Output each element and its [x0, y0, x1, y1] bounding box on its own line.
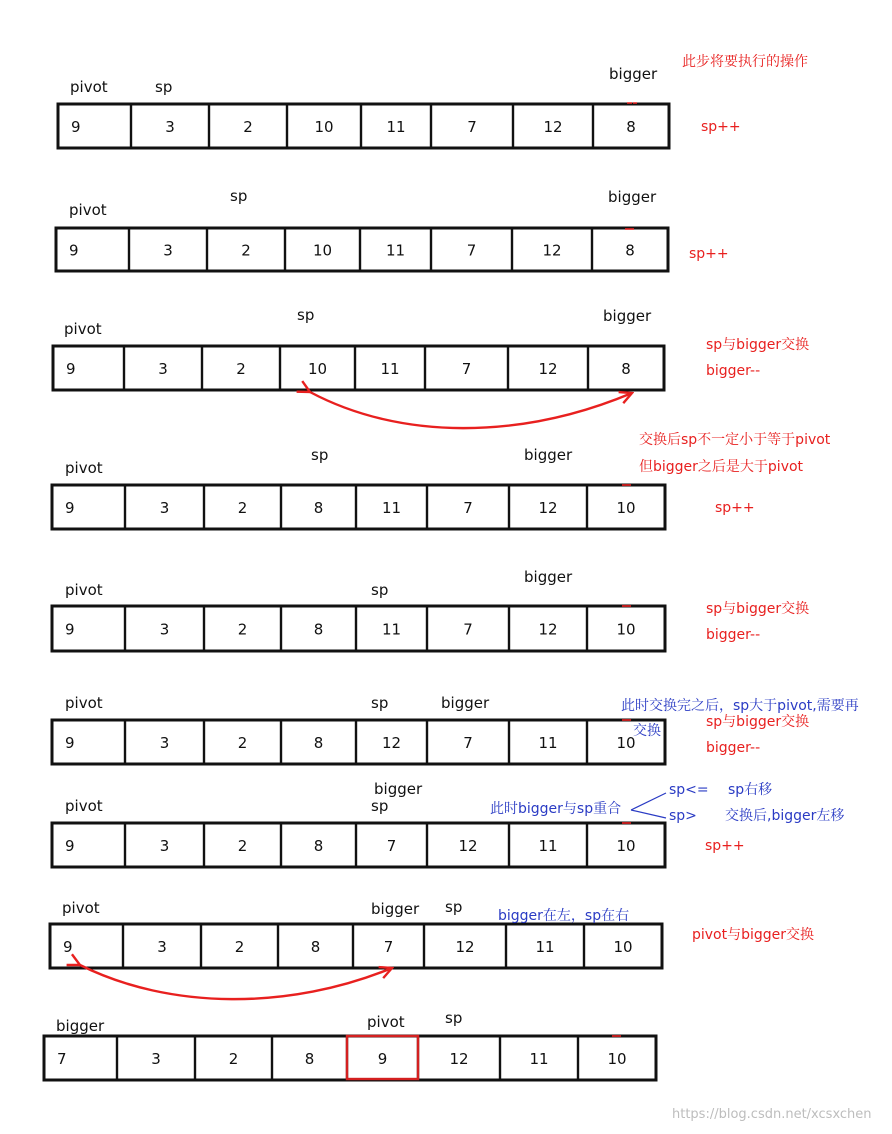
explanation-note: bigger在左，sp在右	[498, 908, 630, 924]
array-row-8	[50, 924, 662, 968]
step-note: 但bigger之后是大于pivot	[639, 459, 804, 475]
explanation-note: 交换	[633, 723, 661, 739]
step-note: sp++	[705, 838, 745, 854]
step-note: bigger--	[706, 740, 761, 756]
array-cell-value: 7	[463, 499, 473, 517]
array-cell-value: 8	[625, 241, 635, 260]
array-cell-value: 11	[538, 837, 558, 855]
array-cell-value: 8	[626, 118, 636, 136]
pointer-label: bigger	[524, 568, 573, 586]
array-outline	[56, 228, 668, 271]
array-cell-value: 11	[380, 360, 400, 378]
array-cell-value: 10	[607, 1050, 627, 1068]
array-cell-value: 7	[466, 241, 477, 260]
swap-arrow	[310, 392, 632, 428]
array-outline	[58, 104, 669, 148]
array-cell-value: 12	[455, 938, 475, 956]
array-cell-value: 12	[538, 360, 558, 378]
array-cell-value: 2	[237, 734, 248, 752]
array-cell-value: 8	[313, 734, 324, 752]
array-outline	[52, 485, 665, 529]
array-cell-value: 2	[237, 499, 248, 517]
array-outline	[52, 606, 665, 651]
pointer-label: pivot	[69, 201, 107, 219]
array-cell-value: 10	[314, 118, 334, 136]
array-row-2	[56, 228, 668, 271]
array-cell-value: 2	[237, 620, 248, 639]
array-cell-value: 12	[543, 118, 563, 136]
array-cell-value: 3	[159, 620, 170, 639]
pointer-label: bigger	[374, 780, 423, 798]
array-cell-value: 12	[538, 620, 558, 639]
array-cell-value: 2	[243, 118, 253, 136]
pointer-label: sp	[371, 694, 389, 712]
array-cell-value: 8	[621, 360, 631, 378]
step-note: sp与bigger交换	[706, 714, 810, 730]
array-cell-value: 12	[449, 1050, 469, 1068]
pointer-label: bigger	[609, 65, 658, 83]
array-cell-value: 10	[616, 734, 636, 752]
array-cell-value: 2	[237, 837, 248, 855]
array-row-7	[52, 823, 665, 867]
pointer-label: sp	[155, 78, 173, 96]
watermark-text: https://blog.csdn.net/xcsxchen	[672, 1107, 872, 1122]
array-outline	[52, 720, 665, 764]
array-cell-value: 9	[377, 1050, 388, 1068]
array-cell-value: 12	[458, 837, 478, 855]
step-note: pivot与bigger交换	[692, 927, 815, 943]
pointer-label: sp	[371, 797, 389, 815]
array-cell-value: 10	[616, 499, 636, 517]
pointer-label: pivot	[64, 320, 102, 338]
branch-line	[631, 793, 666, 810]
swap-arrow	[80, 965, 392, 999]
array-cell-value: 11	[381, 499, 402, 517]
array-cell-value: 8	[313, 837, 324, 855]
array-cell-value: 9	[66, 360, 76, 378]
array-cell-value: 9	[65, 620, 75, 639]
array-cell-value: 10	[613, 938, 633, 956]
pointer-label: pivot	[367, 1013, 405, 1031]
array-row-3	[53, 346, 664, 390]
array-cell-value: 8	[313, 499, 324, 517]
array-cell-value: 12	[538, 499, 558, 517]
pointer-label: sp	[445, 898, 463, 916]
array-outline	[53, 346, 664, 390]
array-cell-value: 8	[304, 1050, 315, 1068]
pointer-label: sp	[445, 1009, 463, 1027]
array-cell-value: 10	[616, 837, 636, 855]
array-cell-value: 11	[529, 1050, 549, 1068]
pointer-label: bigger	[371, 900, 420, 918]
array-cell-value: 7	[57, 1050, 67, 1068]
pointer-label: bigger	[56, 1017, 105, 1035]
pointer-label: pivot	[65, 797, 103, 815]
step-note: bigger--	[706, 363, 761, 379]
array-cell-value: 2	[236, 360, 246, 378]
array-cell-value: 9	[65, 499, 75, 517]
array-outline	[50, 924, 662, 968]
array-cell-value: 11	[535, 938, 555, 956]
pointer-label: bigger	[441, 694, 490, 712]
explanation-note: 交换后,bigger左移	[725, 808, 845, 824]
explanation-note: 此时bigger与sp重合	[490, 801, 622, 817]
array-cell-value: 10	[616, 620, 636, 639]
array-cell-value: 11	[385, 241, 406, 260]
array-cell-value: 12	[381, 734, 402, 752]
array-cell-value: 3	[158, 360, 168, 378]
array-cell-value: 11	[381, 620, 402, 639]
array-cell-value: 9	[63, 938, 73, 956]
pointer-label: bigger	[603, 307, 652, 325]
step-note: sp与bigger交换	[706, 601, 810, 617]
array-cell-value: 2	[234, 938, 245, 956]
pointer-label: pivot	[65, 581, 103, 599]
array-cell-value: 3	[163, 241, 173, 260]
step-note: sp与bigger交换	[706, 337, 810, 353]
header-note: 此步将要执行的操作	[682, 54, 808, 70]
step-note: 交换后sp不一定小于等于pivot	[639, 432, 831, 448]
array-cell-value: 10	[312, 241, 333, 260]
array-cell-value: 7	[463, 734, 473, 752]
array-cell-value: 3	[159, 499, 170, 517]
array-cell-value: 7	[461, 360, 472, 378]
array-cell-value: 9	[69, 241, 79, 260]
pointer-label: sp	[311, 446, 329, 464]
array-cell-value: 3	[165, 118, 175, 136]
array-cell-value: 9	[71, 118, 81, 136]
step-note: sp++	[715, 500, 755, 516]
explanation-note: sp右移	[728, 782, 773, 798]
array-cell-value: 8	[310, 938, 321, 956]
array-cell-value: 11	[538, 734, 558, 752]
array-cell-value: 7	[463, 620, 473, 639]
pointer-label: bigger	[608, 188, 657, 206]
pointer-label: pivot	[62, 899, 100, 917]
pointer-label: pivot	[70, 78, 108, 96]
array-cell-value: 12	[542, 241, 562, 260]
array-cell-value: 8	[313, 620, 324, 639]
pointer-label: sp	[230, 187, 248, 205]
array-cell-value: 3	[159, 837, 170, 855]
array-cell-value: 10	[307, 360, 328, 378]
array-cell-value: 2	[241, 241, 251, 260]
array-cell-value: 7	[386, 837, 397, 855]
explanation-note: sp>	[669, 808, 697, 824]
pointer-label: pivot	[65, 459, 103, 477]
array-cell-value: 3	[157, 938, 167, 956]
array-cell-value: 7	[383, 938, 394, 956]
explanation-note: 此时交换完之后，sp大于pivot,需要再	[621, 698, 859, 714]
array-row-1	[58, 104, 669, 148]
array-row-6	[52, 720, 665, 764]
explanation-note: sp<=	[669, 782, 709, 798]
array-cell-value: 3	[151, 1050, 161, 1068]
array-cell-value: 9	[65, 837, 75, 855]
array-outline	[52, 823, 665, 867]
step-note: sp++	[701, 119, 741, 135]
pointer-label: sp	[297, 306, 315, 324]
array-cell-value: 9	[65, 734, 75, 752]
array-row-4	[52, 485, 665, 529]
pointer-label: sp	[371, 581, 389, 599]
array-cell-value: 2	[228, 1050, 239, 1068]
array-cell-value: 11	[386, 118, 406, 136]
step-note: sp++	[689, 246, 729, 262]
pointer-label: bigger	[524, 446, 573, 464]
array-cell-value: 7	[467, 118, 477, 136]
array-row-5	[52, 606, 665, 651]
array-cell-value: 3	[159, 734, 170, 752]
array-outline	[44, 1036, 656, 1080]
array-row-9	[44, 1036, 656, 1080]
pointer-label: pivot	[65, 694, 103, 712]
branch-line	[631, 810, 666, 818]
step-note: bigger--	[706, 627, 761, 643]
